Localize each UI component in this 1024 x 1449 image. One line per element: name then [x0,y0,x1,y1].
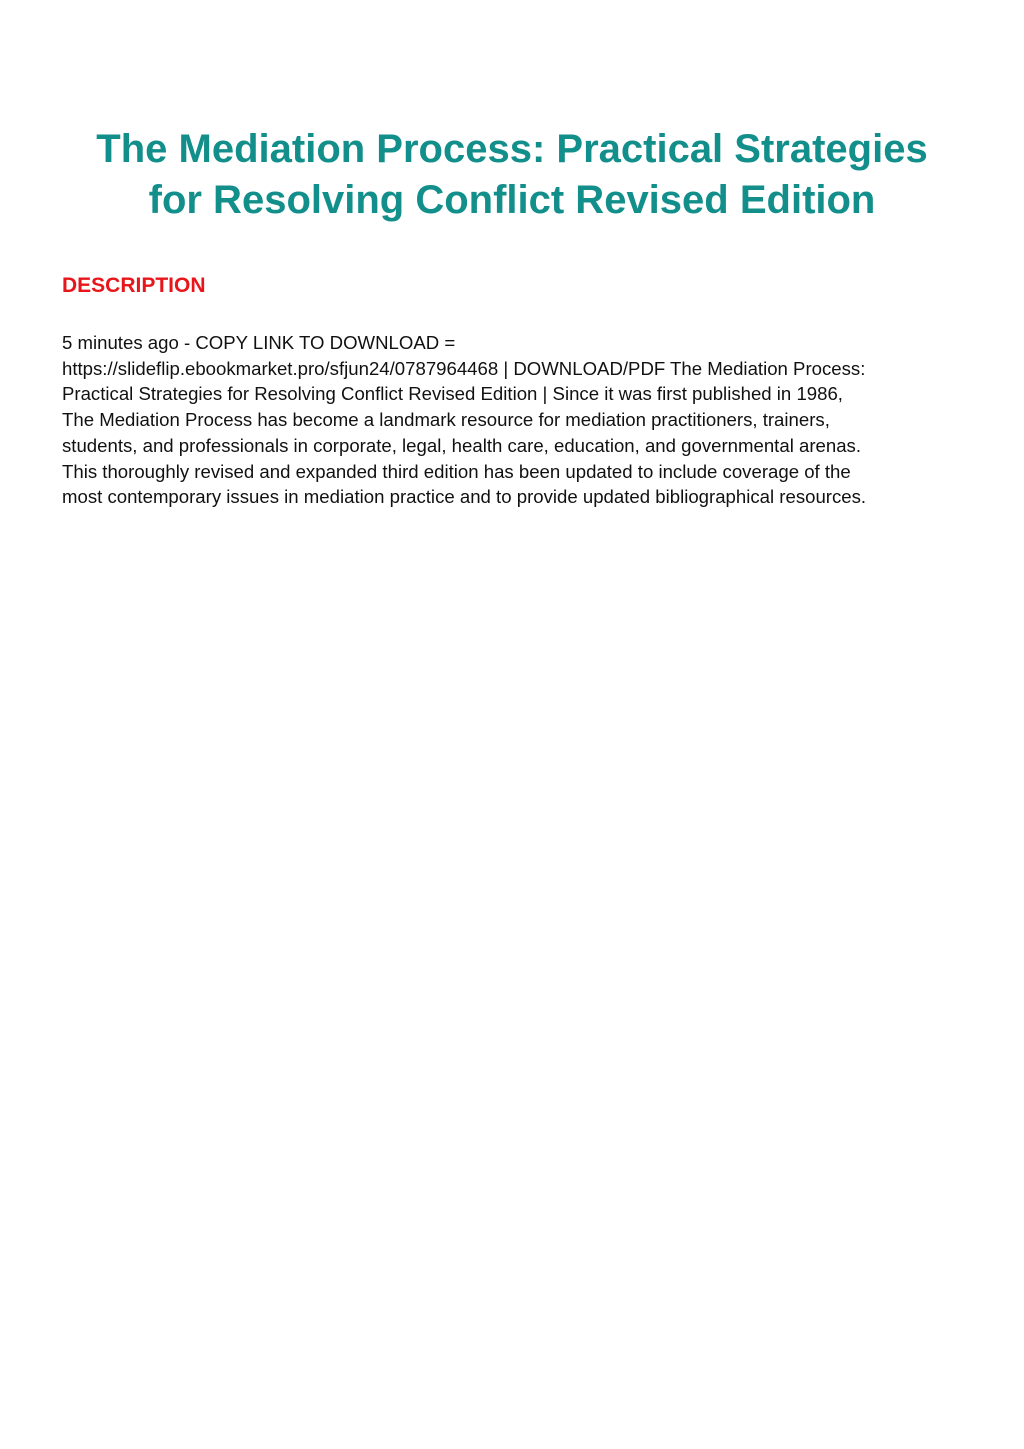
description-text [62,330,982,510]
description-line: https://slideflip.ebookmarket.pro/sfjun24/0787964468 | DOWNLOAD/PDF The Mediation Process: [62,357,866,379]
description-line: 5 minutes ago - COPY LINK TO DOWNLOAD = [62,332,456,353]
title-line-2: for Resolving Conflict Revised Edition [148,178,876,222]
description-line: students, and professionals in corporate, legal, health care, education, and governmental arenas. [62,434,862,456]
description-line: The Mediation Process has become a landmark resource for mediation practitioners, trainers, [62,409,830,431]
description-line: Practical Strategies for Resolving Conflict Revised Edition | Since it was first published in 1986, [62,383,843,405]
description-heading: DESCRIPTION [62,274,206,297]
description-line: most contemporary issues in mediation practice and to provide updated bibliographical resources. [62,486,867,508]
document-title [40,124,984,226]
title-line-1: The Mediation Process: Practical Strategies [96,127,928,171]
description-line: This thoroughly revised and expanded third edition has been updated to include coverage of the [62,460,851,482]
